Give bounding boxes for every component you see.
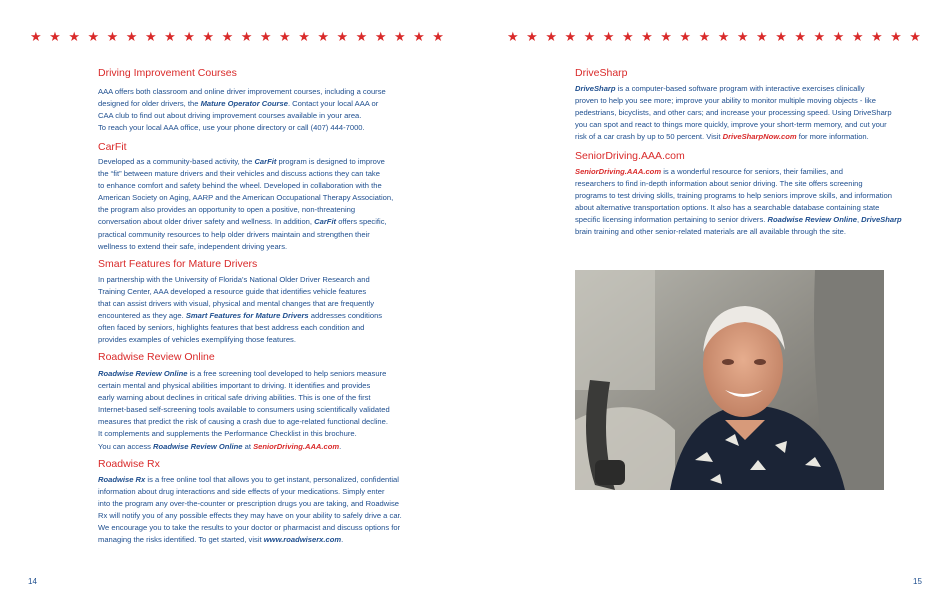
body-line [98, 510, 402, 522]
text-run: is a computer-based software program with interactive exercises clinically [615, 84, 865, 93]
section-heading: Smart Features for Mature Drivers [98, 258, 258, 270]
text-run: is a wonderful resource for seniors, their families, and [661, 167, 843, 176]
body-line [98, 286, 382, 298]
text-run: you can spot and react to things more quickly, improve your short-term memory, and cut your [575, 120, 887, 130]
text-run: To reach your local AAA office, use your phone directory or call (407) 444-7000. [98, 123, 365, 133]
body-line [575, 119, 892, 131]
body-line [98, 122, 386, 134]
section-heading: Roadwise Rx [98, 458, 160, 470]
text-run: You can access [98, 441, 154, 451]
body-line [575, 83, 892, 95]
text-run: Roadwise Review Online [767, 215, 857, 225]
text-run: . [339, 441, 342, 451]
text-run: certain mental and physical abilities important to driving. It identifies and provides [98, 381, 371, 391]
text-run: risk of a car crash by up to 50 percent. Visit [575, 132, 723, 142]
text-run: program is designed to improve [276, 157, 385, 166]
text-run: DriveSharp [575, 84, 616, 93]
body-line [98, 334, 382, 346]
section-body [98, 368, 390, 453]
text-run: conversation about older driver safety and wellness. In addition, [98, 217, 315, 227]
body-line [98, 168, 393, 180]
body-line [98, 216, 393, 228]
text-run: Mature Operator Course [200, 99, 288, 109]
body-line [98, 498, 402, 510]
section-body [98, 474, 402, 547]
section-heading: Roadwise Review Online [98, 351, 215, 363]
page-number-left: 14 [28, 577, 37, 586]
text-run: often faced by seniors, highlights features that best address each condition and [98, 323, 365, 333]
text-run: the “fit” between mature drivers and their vehicles and discuss actions they can take [98, 169, 380, 179]
text-run: , [856, 215, 862, 225]
body-line [575, 226, 902, 238]
body-line [98, 204, 393, 216]
section-body [98, 156, 393, 253]
text-run: CAA club to find out about driving improvement courses available in your area. [98, 111, 362, 121]
text-run: early warning about declines in critical safe driving abilities. This is one of the first [98, 393, 371, 403]
section-body [575, 166, 902, 239]
body-line [98, 522, 402, 534]
text-run: is a free online tool that allows you to get instant, personalized, confidential [145, 475, 399, 484]
senior-driver-icon [575, 270, 884, 490]
body-line [575, 131, 892, 143]
body-line [575, 166, 902, 178]
text-run: Rx will notify you of any possible effects they may have on your ability to safely drive a car. [98, 511, 402, 521]
text-run: pedestrians, bicyclists, and other cars; and increase your processing speed. Using DriveSharp [575, 108, 892, 118]
text-run: SeniorDriving.AAA.com [253, 441, 340, 451]
text-run: In partnership with the University of Florida’s National Older Driver Research and [98, 275, 370, 284]
body-line [98, 156, 393, 168]
text-run: information about drug interactions and side effects of your medications. Simply enter [98, 487, 385, 497]
text-run: practical community resources to help older drivers maintain and strengthen their [98, 229, 370, 239]
body-line [98, 86, 386, 98]
text-run: designed for older drivers, the [98, 99, 201, 109]
text-run: Developed as a community-based activity, the [98, 157, 255, 166]
section-body [98, 86, 386, 134]
body-line [98, 192, 393, 204]
text-run: Roadwise Rx [98, 475, 146, 484]
body-line [98, 274, 382, 286]
text-run: American Society on Aging, AARP and the American Occupational Therapy Association, [98, 193, 394, 203]
body-line [98, 416, 390, 428]
text-run: provides examples of vehicles exemplifying those features. [98, 335, 296, 345]
body-line [575, 190, 902, 202]
text-run: DriveSharp [861, 215, 902, 225]
text-run: CarFit [254, 157, 277, 166]
senior-driver-photo [575, 270, 884, 490]
star-border-left: ★ ★ ★ ★ ★ ★ ★ ★ ★ ★ ★ ★ ★ ★ ★ ★ ★ ★ ★ ★ ★ ★ [30, 29, 444, 44]
text-run: encountered as they age. [98, 311, 186, 321]
page-number-right: 15 [913, 577, 922, 586]
body-line [98, 441, 390, 453]
body-line [575, 107, 892, 119]
section-body [575, 83, 892, 143]
text-run: . Contact your local AAA or [287, 99, 379, 109]
body-line [98, 428, 390, 440]
text-run: CarFit [314, 217, 337, 227]
text-run: measures that predict the risk of causing a crash due to age-related functional decline. [98, 417, 388, 427]
body-line [98, 474, 402, 486]
text-run: . [341, 535, 344, 545]
text-run: to enhance comfort and safety behind the wheel. Developed in collaboration with the [98, 181, 382, 191]
text-run: offers specific, [336, 217, 387, 227]
star-border-right: ★ ★ ★ ★ ★ ★ ★ ★ ★ ★ ★ ★ ★ ★ ★ ★ ★ ★ ★ ★ ★ ★ [507, 29, 921, 44]
text-run: for more information. [796, 132, 869, 142]
text-run: www.roadwiserx.com [263, 535, 342, 545]
section-heading: CarFit [98, 141, 127, 153]
body-line [98, 180, 393, 192]
text-run: proven to help you see more; improve your ability to monitor multiple moving objects - like [575, 96, 876, 106]
text-run: that can assist drivers with visual, physical and mental changes that are frequently [98, 299, 375, 309]
text-run: specific licensing information pertaining to senior drivers. [575, 215, 768, 225]
text-run: researchers to find in-depth information about senior driving. The site offers screening [575, 179, 863, 189]
body-line [98, 241, 393, 253]
section-heading: SeniorDriving.AAA.com [575, 150, 685, 162]
body-line [98, 298, 382, 310]
body-line [98, 380, 390, 392]
text-run: addresses conditions [308, 311, 383, 321]
text-run: programs to test driving skills, training programs to help seniors improve skills, and information [575, 191, 892, 201]
body-line [98, 310, 382, 322]
text-run: Roadwise Review Online [153, 441, 243, 451]
body-line [98, 368, 390, 380]
body-line [98, 229, 393, 241]
text-run: about alternative transportation options. It also has a searchable database containing state [575, 203, 880, 213]
text-run: into the program any over-the-counter or prescription drugs you are taking, and Roadwise [98, 499, 399, 509]
body-line [98, 404, 390, 416]
body-line [575, 178, 902, 190]
text-run: SeniorDriving.AAA.com [575, 167, 662, 176]
body-line [98, 534, 402, 546]
text-run: It complements and supplements the Performance Checklist in this brochure. [98, 429, 357, 439]
text-run: Internet-based self-screening tools available to consumers using scientifically validated [98, 405, 390, 415]
text-run: wellness to extend their safe, independent driving years. [98, 241, 288, 251]
text-run: managing the risks identified. To get started, visit [98, 535, 264, 545]
section-body [98, 274, 382, 347]
text-run: AAA offers both classroom and online driver improvement courses, including a course [98, 87, 386, 96]
body-line [575, 202, 902, 214]
text-run: at [242, 441, 254, 451]
text-run: DriveSharpNow.com [722, 132, 797, 142]
text-run: Training Center, AAA developed a resource guide that identifies vehicle features [98, 287, 367, 297]
text-run: is a free screening tool developed to help seniors measure [187, 369, 387, 378]
body-line [98, 110, 386, 122]
body-line [575, 214, 902, 226]
text-run: Smart Features for Mature Drivers [185, 311, 309, 321]
text-run: We encourage you to take the results to your doctor or pharmacist and discuss options for [98, 523, 401, 533]
section-heading: DriveSharp [575, 67, 628, 79]
body-line [575, 95, 892, 107]
text-run: brain training and other senior-related materials are all available through the site. [575, 227, 846, 237]
text-run: Roadwise Review Online [98, 369, 188, 378]
body-line [98, 322, 382, 334]
body-line [98, 392, 390, 404]
body-line [98, 486, 402, 498]
body-line [98, 98, 386, 110]
text-run: the program also provides an opportunity to open a positive, non-threatening [98, 205, 356, 215]
section-heading: Driving Improvement Courses [98, 67, 237, 79]
